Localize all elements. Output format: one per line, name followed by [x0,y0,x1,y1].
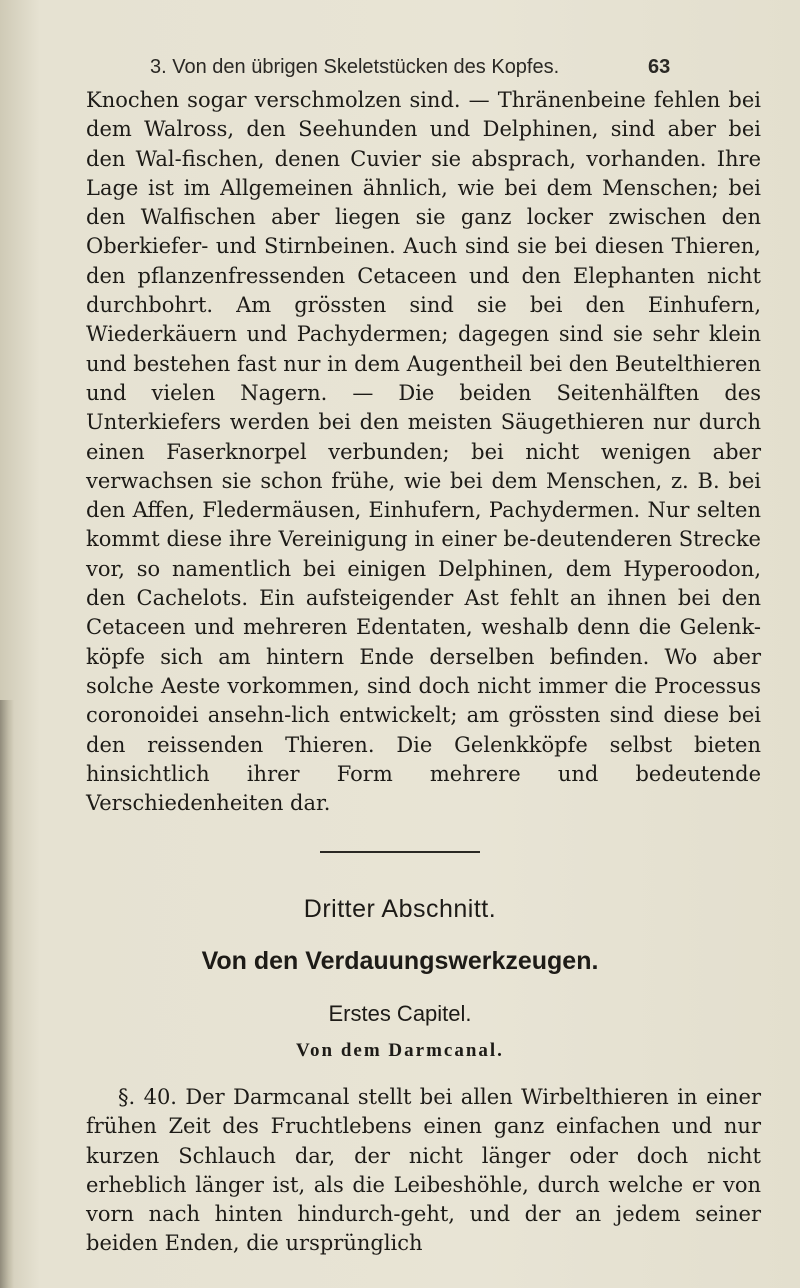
header-title: 3. Von den übrigen Skeletstücken des Kopfes. [150,56,560,78]
section-divider [320,851,480,853]
chapter-title: Erstes Capitel. [328,1001,472,1026]
body-paragraph-1 [86,86,761,818]
chapter-subtitle: Von dem Darmcanal. [296,1040,504,1061]
running-header [150,56,671,79]
body-paragraph-2 [86,1083,761,1259]
paragraph-text: Knochen sogar verschmolzen sind. — Thränenbeine fehlen bei dem Walross, den Seehunden und Delphinen, sind aber bei den Wal-fischen, denen Cuvier sie absprach, vorhanden. Ihre Lage ist im Allgemeinen ähnlich, wie bei dem Menschen; bei den Walfischen aber liegen sie ganz locker zwischen den Oberkiefer- und Stirnbeinen. Auch sind sie bei diesen Thieren, den pflanzenfressenden Cetaceen und den Elephanten nicht durchbohrt. Am grössten sind sie bei den Einhufern, Wiederkäuern und Pachydermen; dagegen sind sie sehr klein und bestehen fast nur in dem Augentheil bei den Beutelthieren und vielen Nagern. — Die beiden Seitenhälften des Unterkiefers werden bei den meisten Säugethieren nur durch einen Faserknorpel verbunden; bei nicht wenigen aber verwachsen sie schon frühe, wie bei dem Menschen, z. B. bei den Affen, Fledermäusen, Einhufern, Pachydermen. Nur selten kommt diese ihre Vereinigung in einer be-deutenderen Strecke vor, so namentlich bei einigen Delphinen, dem Hyperoodon, den Cachelots. Ein aufsteigender Ast fehlt an ihnen bei den Cetaceen und mehreren Edentaten, weshalb denn die Gelenk-köpfe sich am hintern Ende derselben befinden. Wo aber solche Aeste vorkommen, sind doch nicht immer die Processus coronoidei ansehn-lich entwickelt; am grössten sind diese bei den reissenden Thieren. Die Gelenkköpfe selbst bieten hinsichtlich ihrer Form mehrere und bedeutende Verschiedenheiten dar. [86,88,761,816]
page-number: 63 [648,56,671,78]
gutter-shadow [0,700,14,1288]
section-subtitle: Von den Verdauungswerkzeugen. [201,947,599,975]
section-title: Dritter Abschnitt. [303,895,497,923]
paragraph-text: §. 40. Der Darmcanal stellt bei allen Wirbelthieren in einer frühen Zeit des Fruchtlebens einen ganz einfachen und nur kurzen Schlauch dar, der nicht länger oder doch nicht erheblich länger ist, als die Leibeshöhle, durch welche er von vorn nach hinten hindurch-geht, und der an jedem seiner beiden Enden, die ursprünglich [86,1085,761,1256]
